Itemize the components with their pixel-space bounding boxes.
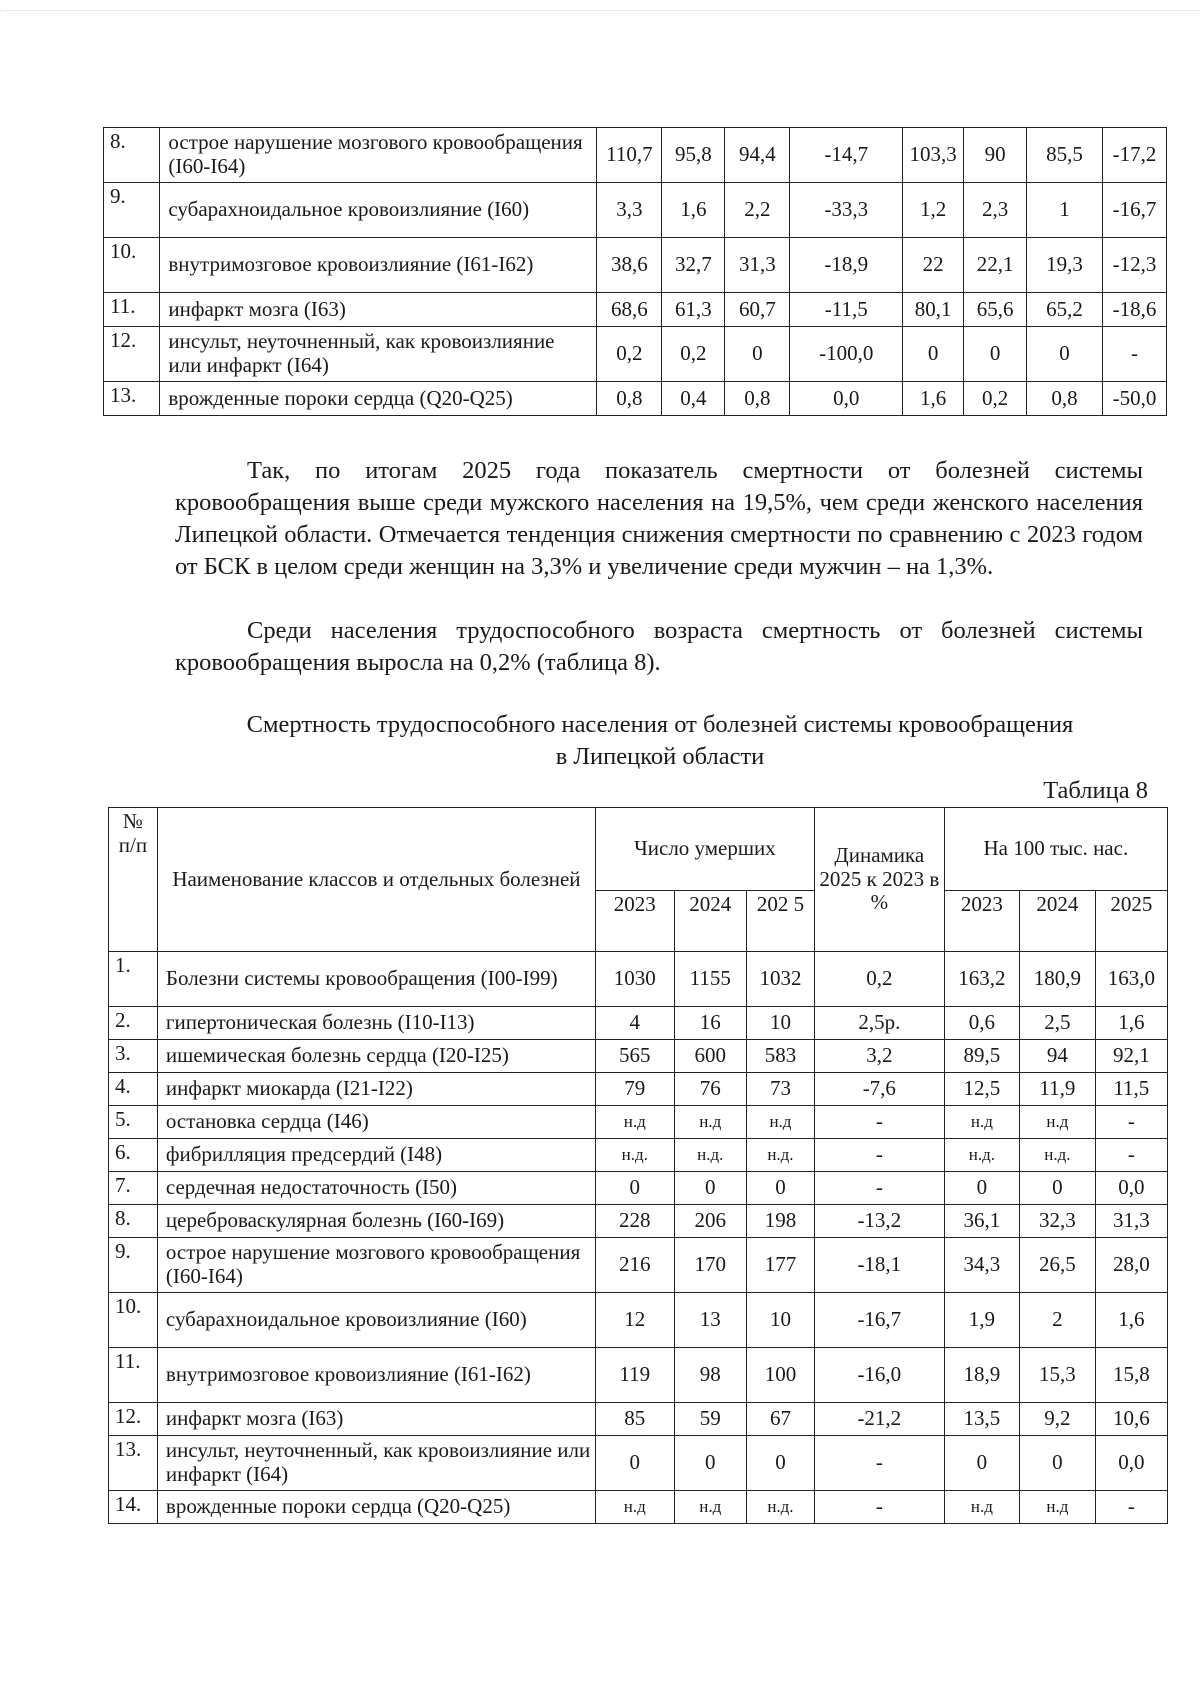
value-cell: -	[1095, 1491, 1167, 1524]
value-cell: 95,8	[662, 128, 725, 183]
table-row	[104, 382, 1167, 416]
value-cell: 76	[674, 1073, 746, 1106]
table-row	[109, 952, 1168, 1007]
value-cell: -100,0	[790, 327, 903, 382]
disease-name: остановка сердца (I46)	[157, 1106, 595, 1139]
value-cell: 583	[746, 1040, 814, 1073]
value-cell: 1	[1027, 183, 1103, 238]
table-row	[109, 1139, 1168, 1172]
value-cell: -	[1095, 1106, 1167, 1139]
value-cell: н.д.	[674, 1139, 746, 1172]
disease-name: инфаркт мозга (I63)	[157, 1403, 595, 1436]
value-cell: 22,1	[964, 238, 1027, 293]
value-cell: 12,5	[944, 1073, 1019, 1106]
value-cell: -16,7	[814, 1293, 944, 1348]
table-top-continuation	[103, 127, 1167, 416]
value-cell: н.д	[944, 1491, 1019, 1524]
value-cell: 0	[595, 1436, 674, 1491]
value-cell: 19,3	[1027, 238, 1103, 293]
value-cell: н.д	[674, 1106, 746, 1139]
value-cell: 0	[746, 1172, 814, 1205]
value-cell: -	[814, 1106, 944, 1139]
row-number: 9.	[109, 1238, 158, 1293]
value-cell: 34,3	[944, 1238, 1019, 1293]
table-row	[109, 1293, 1168, 1348]
value-cell: 2	[1020, 1293, 1095, 1348]
value-cell: 0,8	[1027, 382, 1103, 416]
paragraph-working-age: Среди населения трудоспособного возраста смертность от болезней системы кровообращения выросла на 0,2% (таблица 8).	[175, 617, 1143, 676]
value-cell: 65,6	[964, 293, 1027, 327]
value-cell: н.д.	[595, 1139, 674, 1172]
disease-name: гипертоническая болезнь (I10-I13)	[157, 1007, 595, 1040]
value-cell: н.д	[944, 1106, 1019, 1139]
row-number: 12.	[109, 1403, 158, 1436]
value-cell: 0	[944, 1436, 1019, 1491]
value-cell: 3,2	[814, 1040, 944, 1073]
value-cell: 0,8	[597, 382, 662, 416]
value-cell: 1032	[746, 952, 814, 1007]
value-cell: 1155	[674, 952, 746, 1007]
value-cell: 103,3	[903, 128, 964, 183]
value-cell: 18,9	[944, 1348, 1019, 1403]
disease-name: цереброваскулярная болезнь (I60-I69)	[157, 1205, 595, 1238]
disease-name: субарахноидальное кровоизлияние (I60)	[160, 183, 597, 238]
row-number: 8.	[104, 128, 160, 183]
value-cell: 177	[746, 1238, 814, 1293]
value-cell: 59	[674, 1403, 746, 1436]
value-cell: 170	[674, 1238, 746, 1293]
value-cell: 0	[674, 1172, 746, 1205]
value-cell: 13	[674, 1293, 746, 1348]
row-number: 11.	[109, 1348, 158, 1403]
table-row	[104, 183, 1167, 238]
table-row	[104, 327, 1167, 382]
paragraph-summary: Так, по итогам 2025 года показатель смертности от болезней системы кровообращения выше среди мужского населения на 19,5%, чем среди женского населения Липецкой области. Отмечается тенденция снижения смертности по сравнению с 2023 годом от БСК в целом среди женщин на 3,3% и увеличение среди мужчин – на 1,3%.	[175, 457, 1143, 580]
value-cell: -16,7	[1102, 183, 1166, 238]
value-cell: -18,1	[814, 1238, 944, 1293]
value-cell: -	[1095, 1139, 1167, 1172]
value-cell: 0	[903, 327, 964, 382]
table-row	[109, 1106, 1168, 1139]
table-number-label: Таблица 8	[1043, 777, 1148, 804]
value-cell: н.д.	[746, 1491, 814, 1524]
value-cell: 92,1	[1095, 1040, 1167, 1073]
value-cell: 0,2	[964, 382, 1027, 416]
disease-name: внутримозговое кровоизлияние (I61-I62)	[160, 238, 597, 293]
value-cell: -50,0	[1102, 382, 1166, 416]
value-cell: 13,5	[944, 1403, 1019, 1436]
value-cell: 198	[746, 1205, 814, 1238]
value-cell: 60,7	[725, 293, 790, 327]
value-cell: 28,0	[1095, 1238, 1167, 1293]
value-cell: 11,9	[1020, 1073, 1095, 1106]
table-row	[109, 1403, 1168, 1436]
value-cell: 4	[595, 1007, 674, 1040]
row-number: 1.	[109, 952, 158, 1007]
value-cell: 0	[1020, 1172, 1095, 1205]
value-cell: 15,8	[1095, 1348, 1167, 1403]
value-cell: 80,1	[903, 293, 964, 327]
value-cell: н.д	[595, 1106, 674, 1139]
value-cell: 163,2	[944, 952, 1019, 1007]
value-cell: 1,6	[662, 183, 725, 238]
row-number: 8.	[109, 1205, 158, 1238]
value-cell: 206	[674, 1205, 746, 1238]
value-cell: 0,2	[597, 327, 662, 382]
value-cell: 228	[595, 1205, 674, 1238]
row-number: 10.	[104, 238, 160, 293]
value-cell: 1,9	[944, 1293, 1019, 1348]
value-cell: 0,4	[662, 382, 725, 416]
value-cell: 0,6	[944, 1007, 1019, 1040]
value-cell: 22	[903, 238, 964, 293]
value-cell: 94	[1020, 1040, 1095, 1073]
value-cell: 0	[725, 327, 790, 382]
table-title-line1: Смертность трудоспособного населения от болезней системы кровообращения	[246, 711, 1074, 738]
value-cell: 1,6	[1095, 1293, 1167, 1348]
value-cell: 0,0	[790, 382, 903, 416]
header-year: 2024	[1020, 891, 1095, 952]
row-number: 9.	[104, 183, 160, 238]
value-cell: 1,6	[1095, 1007, 1167, 1040]
value-cell: 65,2	[1027, 293, 1103, 327]
value-cell: 110,7	[597, 128, 662, 183]
value-cell: 0	[1027, 327, 1103, 382]
value-cell: 1,2	[903, 183, 964, 238]
table-row	[109, 1205, 1168, 1238]
value-cell: 85	[595, 1403, 674, 1436]
row-number: 11.	[104, 293, 160, 327]
disease-name: субарахноидальное кровоизлияние (I60)	[157, 1293, 595, 1348]
value-cell: 36,1	[944, 1205, 1019, 1238]
row-number: 14.	[109, 1491, 158, 1524]
header-year: 202 5	[746, 891, 814, 952]
value-cell: 32,7	[662, 238, 725, 293]
table-row	[109, 1348, 1168, 1403]
disease-name: острое нарушение мозгового кровообращения (I60-I64)	[160, 128, 597, 183]
value-cell: 0	[746, 1436, 814, 1491]
value-cell: 0,2	[814, 952, 944, 1007]
value-cell: 85,5	[1027, 128, 1103, 183]
value-cell: 67	[746, 1403, 814, 1436]
row-number: 7.	[109, 1172, 158, 1205]
value-cell: 15,3	[1020, 1348, 1095, 1403]
value-cell: н.д	[1020, 1106, 1095, 1139]
disease-name: врожденные пороки сердца (Q20-Q25)	[157, 1491, 595, 1524]
value-cell: -18,6	[1102, 293, 1166, 327]
header-year: 2023	[595, 891, 674, 952]
table-row	[109, 1073, 1168, 1106]
value-cell: -16,0	[814, 1348, 944, 1403]
value-cell: н.д.	[944, 1139, 1019, 1172]
row-number: 13.	[109, 1436, 158, 1491]
disease-name: фибрилляция предсердий (I48)	[157, 1139, 595, 1172]
value-cell: 1030	[595, 952, 674, 1007]
disease-name: острое нарушение мозгового кровообращения (I60-I64)	[157, 1238, 595, 1293]
row-number: 2.	[109, 1007, 158, 1040]
value-cell: 216	[595, 1238, 674, 1293]
table-row	[109, 1172, 1168, 1205]
value-cell: 9,2	[1020, 1403, 1095, 1436]
value-cell: -	[814, 1139, 944, 1172]
page-edge	[0, 0, 1200, 11]
header-year: 2023	[944, 891, 1019, 952]
row-number: 3.	[109, 1040, 158, 1073]
value-cell: 100	[746, 1348, 814, 1403]
value-cell: 10	[746, 1007, 814, 1040]
value-cell: -17,2	[1102, 128, 1166, 183]
disease-name: внутримозговое кровоизлияние (I61-I62)	[157, 1348, 595, 1403]
row-number: 13.	[104, 382, 160, 416]
value-cell: 0,2	[662, 327, 725, 382]
value-cell: н.д.	[1020, 1139, 1095, 1172]
table-title-line2: в Липецкой области	[555, 743, 765, 770]
value-cell: н.д.	[746, 1139, 814, 1172]
value-cell: 31,3	[1095, 1205, 1167, 1238]
value-cell: н.д	[746, 1106, 814, 1139]
value-cell: -	[814, 1172, 944, 1205]
value-cell: 0,0	[1095, 1436, 1167, 1491]
disease-name: инсульт, неуточненный, как кровоизлияние или инфаркт (I64)	[157, 1436, 595, 1491]
disease-name: врожденные пороки сердца (Q20-Q25)	[160, 382, 597, 416]
value-cell: 565	[595, 1040, 674, 1073]
value-cell: 163,0	[1095, 952, 1167, 1007]
value-cell: 0	[595, 1172, 674, 1205]
table-row	[109, 1040, 1168, 1073]
value-cell: 12	[595, 1293, 674, 1348]
value-cell: 61,3	[662, 293, 725, 327]
value-cell: -21,2	[814, 1403, 944, 1436]
value-cell: -7,6	[814, 1073, 944, 1106]
header-number: № п/п	[109, 808, 158, 952]
value-cell: 0	[944, 1172, 1019, 1205]
value-cell: -12,3	[1102, 238, 1166, 293]
value-cell: 0	[964, 327, 1027, 382]
value-cell: 38,6	[597, 238, 662, 293]
value-cell: 0,0	[1095, 1172, 1167, 1205]
value-cell: 2,3	[964, 183, 1027, 238]
value-cell: 10	[746, 1293, 814, 1348]
value-cell: 11,5	[1095, 1073, 1167, 1106]
value-cell: 600	[674, 1040, 746, 1073]
value-cell: 180,9	[1020, 952, 1095, 1007]
disease-name: ишемическая болезнь сердца (I20-I25)	[157, 1040, 595, 1073]
value-cell: 89,5	[944, 1040, 1019, 1073]
value-cell: 0	[1020, 1436, 1095, 1491]
value-cell: 119	[595, 1348, 674, 1403]
header-dynamics: Динамика 2025 к 2023 в %	[814, 808, 944, 952]
value-cell: 10,6	[1095, 1403, 1167, 1436]
row-number: 6.	[109, 1139, 158, 1172]
value-cell: н.д	[1020, 1491, 1095, 1524]
value-cell: 16	[674, 1007, 746, 1040]
table-8	[108, 807, 1168, 1524]
value-cell: 0,8	[725, 382, 790, 416]
value-cell: 90	[964, 128, 1027, 183]
value-cell: -	[1102, 327, 1166, 382]
header-year: 2025	[1095, 891, 1167, 952]
value-cell: 0	[674, 1436, 746, 1491]
value-cell: 1,6	[903, 382, 964, 416]
value-cell: 2,5р.	[814, 1007, 944, 1040]
table-row	[109, 1436, 1168, 1491]
value-cell: 98	[674, 1348, 746, 1403]
row-number: 10.	[109, 1293, 158, 1348]
value-cell: 79	[595, 1073, 674, 1106]
value-cell: 26,5	[1020, 1238, 1095, 1293]
value-cell: 2,2	[725, 183, 790, 238]
table-row	[109, 1238, 1168, 1293]
value-cell: 68,6	[597, 293, 662, 327]
header-year: 2024	[674, 891, 746, 952]
value-cell: -	[814, 1436, 944, 1491]
value-cell: 73	[746, 1073, 814, 1106]
value-cell: -11,5	[790, 293, 903, 327]
value-cell: н.д	[674, 1491, 746, 1524]
disease-name: сердечная недостаточность (I50)	[157, 1172, 595, 1205]
value-cell: 31,3	[725, 238, 790, 293]
disease-name: инфаркт миокарда (I21-I22)	[157, 1073, 595, 1106]
value-cell: -33,3	[790, 183, 903, 238]
value-cell: -18,9	[790, 238, 903, 293]
disease-name: инфаркт мозга (I63)	[160, 293, 597, 327]
disease-name: инсульт, неуточненный, как кровоизлияние или инфаркт (I64)	[160, 327, 597, 382]
table-row	[104, 293, 1167, 327]
value-cell: -13,2	[814, 1205, 944, 1238]
value-cell: 32,3	[1020, 1205, 1095, 1238]
header-per-100k: На 100 тыс. нас.	[944, 808, 1167, 891]
table-row	[104, 128, 1167, 183]
row-number: 5.	[109, 1106, 158, 1139]
table-row	[109, 1007, 1168, 1040]
header-disease-name: Наименование классов и отдельных болезней	[157, 808, 595, 952]
row-number: 12.	[104, 327, 160, 382]
value-cell: 2,5	[1020, 1007, 1095, 1040]
header-deaths: Число умерших	[595, 808, 814, 891]
row-number: 4.	[109, 1073, 158, 1106]
table-row	[109, 1491, 1168, 1524]
value-cell: 3,3	[597, 183, 662, 238]
disease-name: Болезни системы кровообращения (I00-I99)	[157, 952, 595, 1007]
table-row	[104, 238, 1167, 293]
value-cell: н.д	[595, 1491, 674, 1524]
value-cell: 94,4	[725, 128, 790, 183]
value-cell: -	[814, 1491, 944, 1524]
value-cell: -14,7	[790, 128, 903, 183]
